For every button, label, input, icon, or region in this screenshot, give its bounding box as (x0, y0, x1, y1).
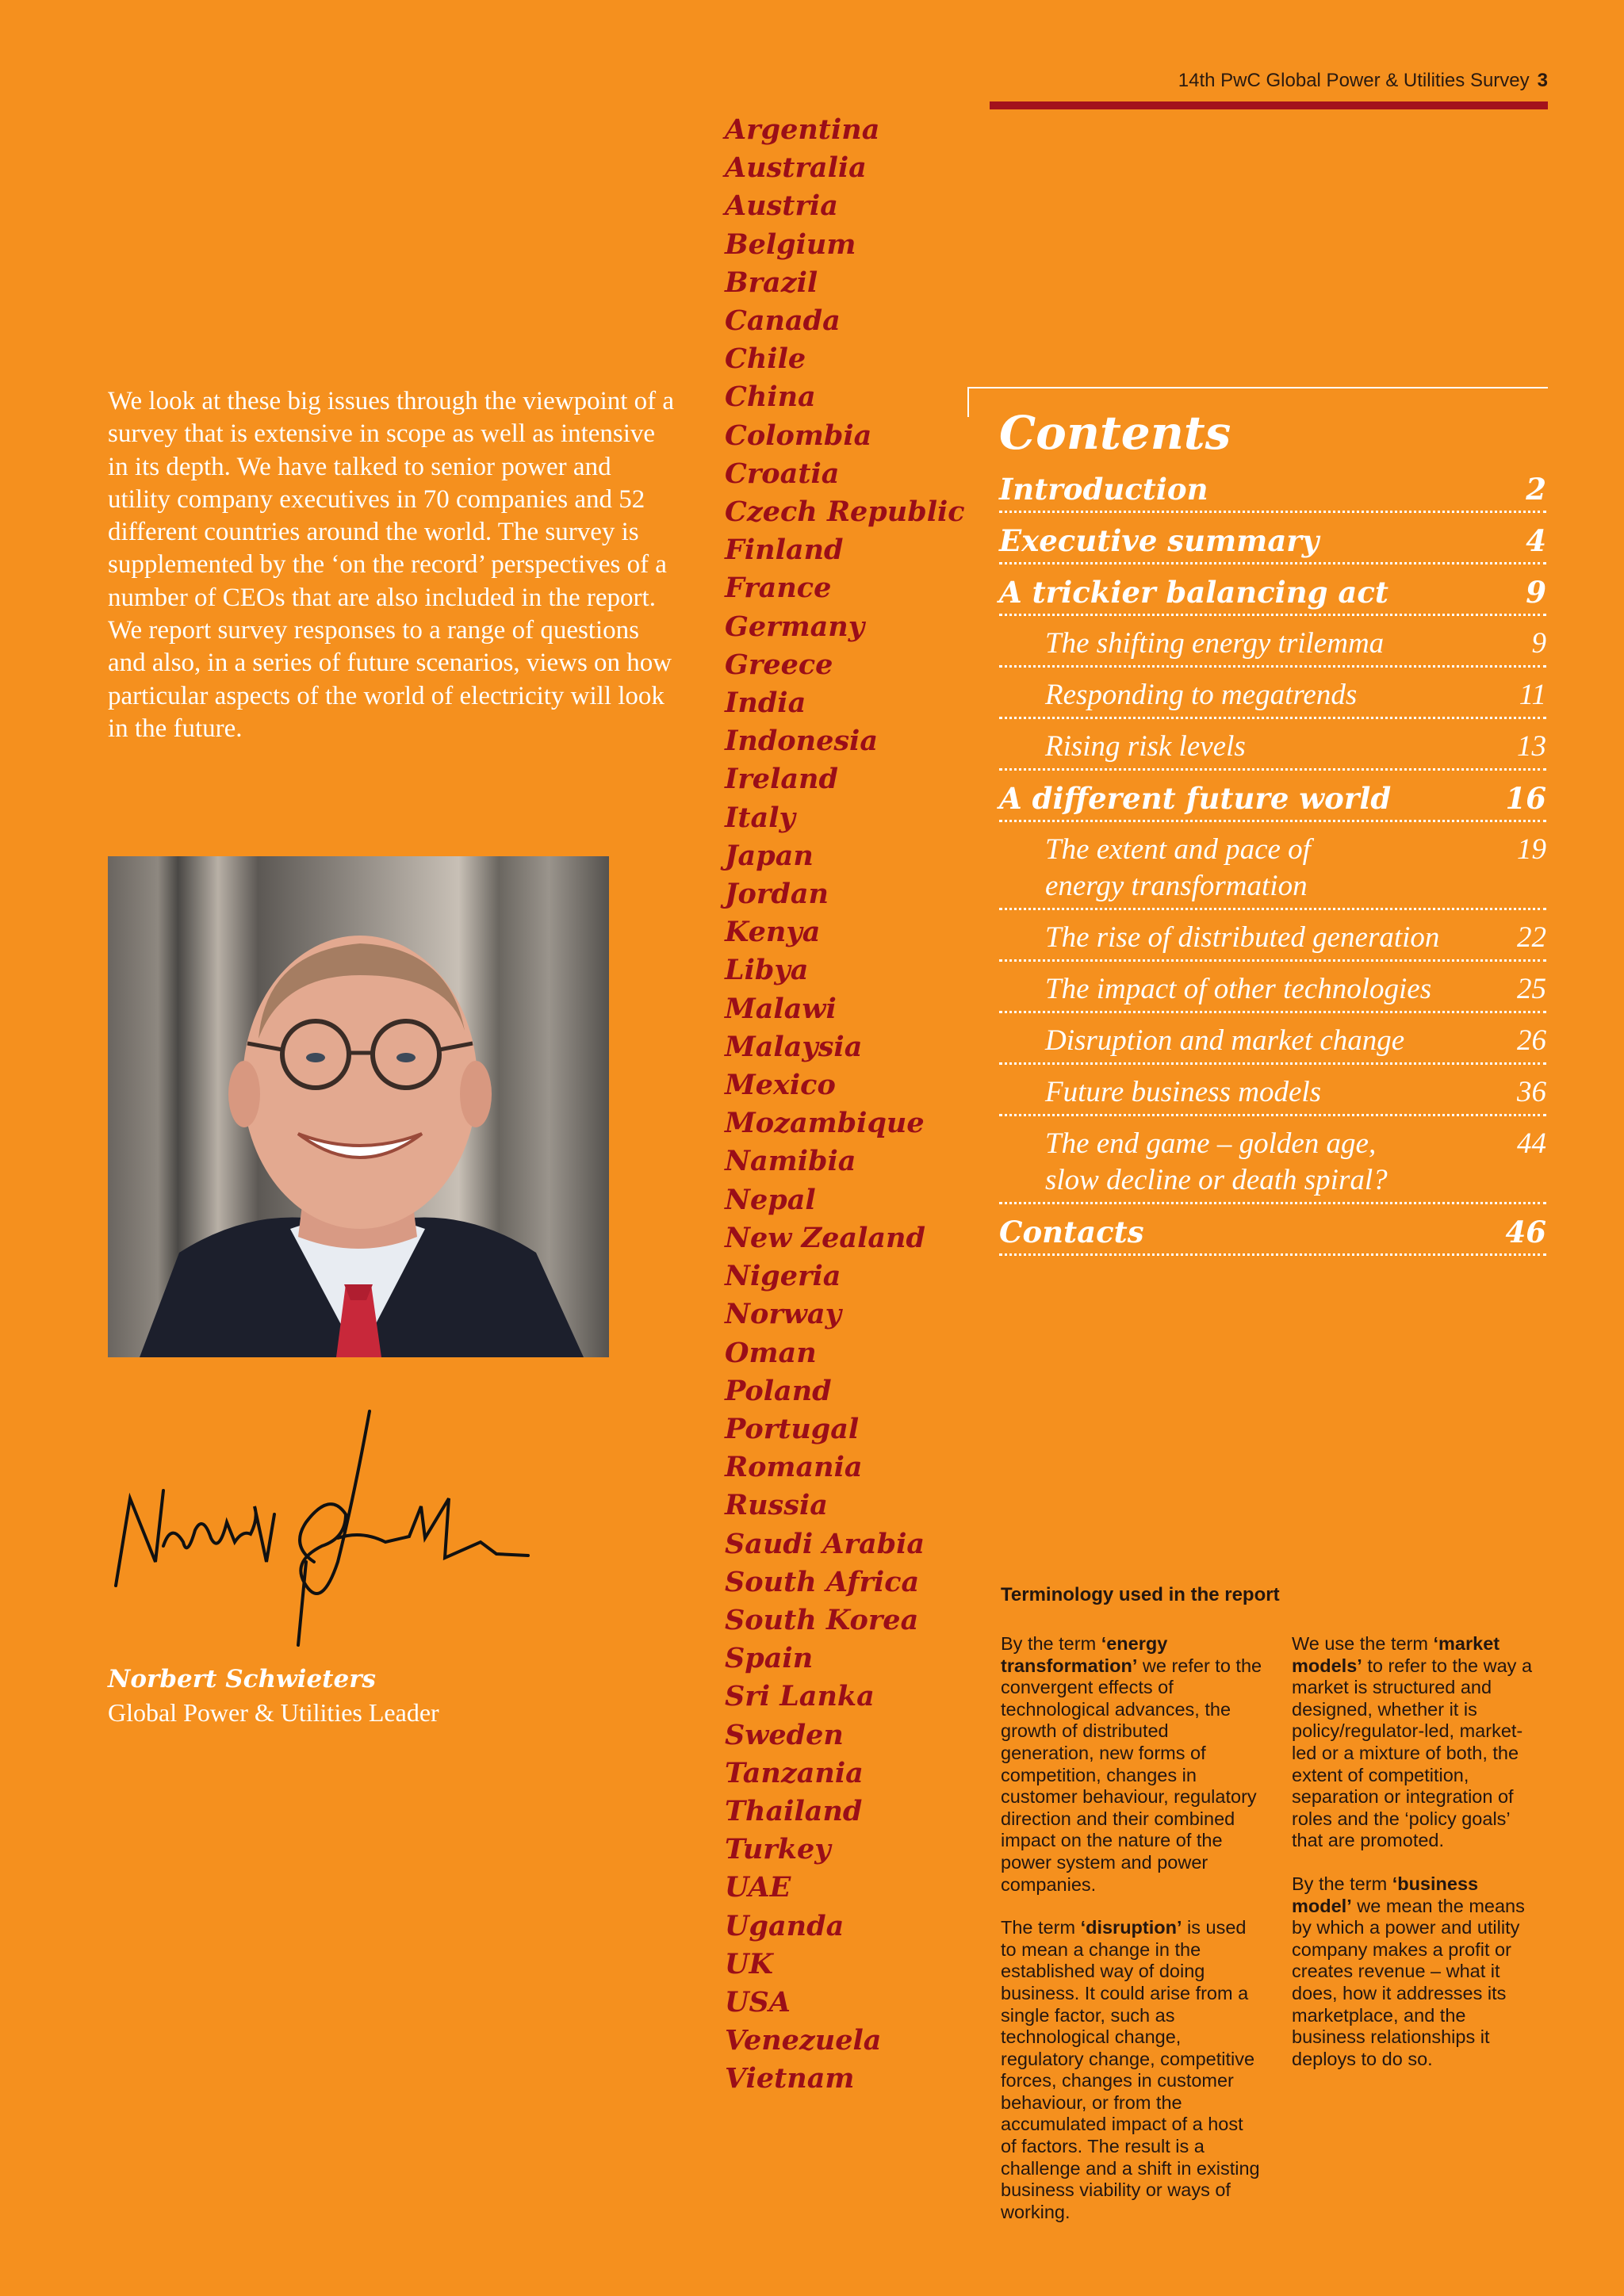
term-keyword: ‘disruption’ (1080, 1917, 1182, 1938)
toc-entry-title: Disruption and market change (1045, 1024, 1405, 1057)
toc-entry-title: Future business models (1045, 1076, 1322, 1108)
country-item: Malaysia (725, 1030, 863, 1063)
country-item: Vietnam (725, 2062, 855, 2095)
terminology-paragraph (1292, 1633, 1542, 1852)
intro-paragraph: We look at these big issues through the viewpoint of a survey that is extensive in scope as well as intensive in its depth. We have talked to senior power and utility company executives in 70 companies and 52 different countries around the world. The survey is supplemented by the ‘on the record’ perspectives of a number of CEOs that are also included in the report. We report survey responses to a range of questions and also, in a series of future scenarios, views on how particular aspects of the world of electricity will look in the future. (108, 387, 675, 743)
toc-entry-title: Introduction (999, 472, 1208, 507)
toc-entry-page: 44 (1517, 1127, 1546, 1160)
country-item: Namibia (725, 1145, 856, 1178)
terminology-column-1 (1001, 1633, 1262, 2244)
toc-entry-title: The shifting energy trilemma (1045, 627, 1385, 660)
term-text: is used to mean a change in the established way of doing business. It could arise from a single factor, such as technological change, regulatory change, competitive forces, changes in customer behaviour, or from the accumulated impact of a host of factors. The result is a challenge and a shift in existing business viability or ways of working. (1001, 1917, 1260, 2222)
country-item: Finland (725, 534, 844, 567)
toc-entry-page: 46 (1505, 1215, 1546, 1249)
terminology-title: Terminology used in the report (1001, 1584, 1280, 1605)
country-item: Norway (725, 1298, 841, 1331)
toc-entry[interactable] (999, 574, 1546, 616)
toc-entry-title: Rising risk levels (1045, 730, 1246, 763)
term-keyword: ‘energy transformation’ (1001, 1633, 1168, 1676)
toc-entry-page: 26 (1517, 1024, 1546, 1057)
country-item: South Africa (725, 1565, 920, 1598)
toc-subentry[interactable] (999, 1074, 1546, 1116)
country-item: Kenya (725, 916, 821, 949)
running-header (1178, 70, 1548, 92)
country-item: Ireland (725, 763, 838, 796)
country-list (725, 111, 965, 2099)
portrait-illustration (108, 856, 609, 1357)
country-item: Portugal (725, 1412, 860, 1445)
toc-entry-page: 36 (1517, 1076, 1546, 1108)
toc-entry-title: The extent and pace of energy transformation (1045, 833, 1311, 902)
country-item: China (725, 381, 816, 414)
page-number: 3 (1537, 70, 1548, 91)
country-item: Nigeria (725, 1260, 841, 1293)
term-text: We use the term (1292, 1633, 1434, 1654)
toc-entry-page: 9 (1531, 627, 1546, 660)
country-item: Uganda (725, 1909, 845, 1942)
toc-entry-title: The rise of distributed generation (1045, 921, 1440, 954)
country-item: Thailand (725, 1794, 863, 1827)
toc-entry-page: 25 (1517, 973, 1546, 1005)
country-item: Sri Lanka (725, 1680, 875, 1713)
country-item: Tanzania (725, 1756, 864, 1789)
toc-entry-page: 19 (1517, 833, 1546, 866)
toc-entry[interactable] (999, 780, 1546, 822)
term-keyword: ‘business model’ (1292, 1873, 1479, 1916)
term-keyword: ‘market models’ (1292, 1633, 1500, 1676)
term-text: By the term (1292, 1873, 1392, 1894)
country-item: Canada (725, 304, 841, 338)
country-item: Turkey (725, 1833, 831, 1866)
toc-entry-page: 2 (1526, 472, 1546, 507)
header-title: 14th PwC Global Power & Utilities Survey (1178, 70, 1530, 91)
country-item: Argentina (725, 113, 880, 146)
country-item: Malawi (725, 992, 837, 1025)
signatory-name: Norbert Schwieters (108, 1665, 377, 1693)
country-item: Spain (725, 1642, 814, 1675)
toc-subentry[interactable] (999, 920, 1546, 962)
country-item: UK (725, 1947, 773, 1980)
toc-entry[interactable] (999, 522, 1546, 564)
toc-subentry[interactable] (999, 729, 1546, 771)
country-item: USA (725, 1985, 791, 2019)
toc-entry-title: Executive summary (999, 523, 1320, 558)
country-item: India (725, 687, 806, 720)
term-text: By the term (1001, 1633, 1101, 1654)
country-item: Jordan (725, 878, 829, 911)
toc-subentry[interactable] (999, 677, 1546, 719)
terminology-column-2 (1292, 1633, 1542, 2091)
table-of-contents (999, 471, 1546, 1265)
term-text: The term (1001, 1917, 1081, 1938)
country-item: Brazil (725, 266, 818, 299)
portrait-photo (108, 856, 609, 1357)
country-item: Greece (725, 648, 833, 681)
toc-entry-title: Contacts (999, 1215, 1144, 1249)
country-item: Belgium (725, 228, 856, 261)
toc-entry-page: 4 (1526, 523, 1546, 558)
country-item: Italy (725, 801, 795, 834)
toc-entry[interactable] (999, 471, 1546, 513)
toc-entry-page: 22 (1517, 921, 1546, 954)
term-text: we refer to the convergent effects of technological advances, the growth of distributed generation, new forms of competition, changes in customer behaviour, regulatory direction and their combined impact on the nature of the power system and power companies. (1001, 1655, 1262, 1895)
toc-entry-page: 13 (1517, 730, 1546, 763)
toc-subentry[interactable] (999, 971, 1546, 1013)
country-item: Libya (725, 954, 809, 987)
country-item: Sweden (725, 1718, 844, 1751)
toc-subentry[interactable] (999, 626, 1546, 668)
toc-subentry[interactable] (999, 1126, 1546, 1204)
country-item: Czech Republic (725, 496, 965, 529)
term-text: to refer to the way a market is structured and designed, whether it is policy/regulator-led, market-led or a mixture of both, the extent of competition, separation or integration of roles and the ‘policy goals’ that are promoted. (1292, 1655, 1533, 1851)
country-item: UAE (725, 1871, 791, 1904)
toc-entry-title: A different future world (999, 781, 1392, 816)
country-item: Mozambique (725, 1107, 925, 1140)
country-item: Australia (725, 151, 867, 185)
country-item: Russia (725, 1489, 828, 1522)
country-item: France (725, 572, 832, 605)
country-item: Venezuela (725, 2024, 882, 2057)
country-item: Japan (725, 839, 814, 872)
country-item: Colombia (725, 419, 872, 452)
country-item: Austria (725, 189, 838, 223)
country-item: Nepal (725, 1183, 816, 1216)
country-item: Oman (725, 1336, 817, 1369)
country-item: Romania (725, 1451, 863, 1484)
toc-entry-title: The impact of other technologies (1045, 973, 1432, 1005)
country-item: Saudi Arabia (725, 1527, 925, 1560)
toc-entry-title: Responding to megatrends (1045, 679, 1358, 711)
country-item: Croatia (725, 457, 840, 490)
contents-title: Contents (999, 406, 1231, 460)
term-text: we mean the means by which a power and utility company makes a profit or creates revenue – what it does, how it addresses its marketplace, and the business relationships it deploys to do so. (1292, 1895, 1525, 2069)
country-item: Germany (725, 610, 865, 643)
terminology-paragraph (1001, 1917, 1262, 2223)
terminology-paragraph (1001, 1633, 1262, 1896)
terminology-paragraph (1292, 1873, 1542, 2070)
country-item: New Zealand (725, 1221, 925, 1254)
toc-entry[interactable] (999, 1214, 1546, 1256)
country-item: Mexico (725, 1069, 836, 1102)
toc-entry-title: The end game – golden age, slow decline or death spiral? (1045, 1127, 1388, 1196)
toc-subentry[interactable] (999, 1023, 1546, 1065)
header-rule (990, 101, 1548, 109)
country-item: Indonesia (725, 725, 879, 758)
toc-entry-title: A trickier balancing act (999, 575, 1388, 610)
toc-entry-page: 16 (1505, 781, 1546, 816)
toc-entry-page: 11 (1519, 679, 1546, 711)
toc-entry-page: 9 (1526, 575, 1546, 610)
country-item: Chile (725, 342, 806, 376)
signatory-title: Global Power & Utilities Leader (108, 1698, 439, 1727)
country-item: Poland (725, 1374, 832, 1407)
country-item: South Korea (725, 1603, 919, 1636)
signature-image (108, 1403, 584, 1665)
toc-subentry[interactable] (999, 832, 1546, 910)
